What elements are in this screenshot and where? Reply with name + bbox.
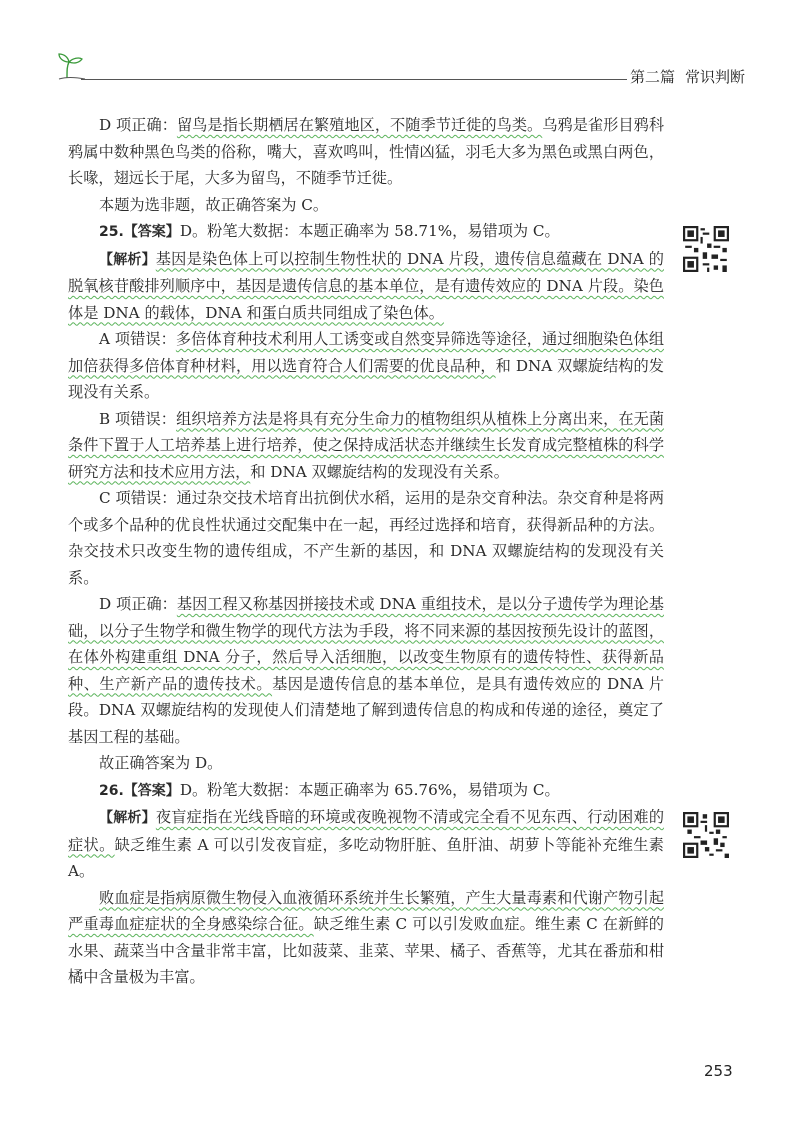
answer-label: 25.【答案】 xyxy=(99,224,180,240)
paragraph-text: 通过杂交技术培育出抗倒伏水稻，运用的是杂交育种法。杂交育种是将两个或多个品种的优良性状通过交配集中在一起，再经过选择和培育，获得新品种的方法。杂交技术只改变生物的遗传组成，不产生新的基因，和 DNA 双螺旋结构的发现没有关系。 xyxy=(68,489,665,587)
header-chapter: 常识判断 xyxy=(684,68,745,86)
paragraph-text: 基因是遗传信息的基本单位，是具有遗传效应的 DNA 片段。DNA 双螺旋结构的发现使人们清楚地了解到遗传信息的构成和传递的途径，奠定了基因工程的基础。 xyxy=(68,674,664,746)
paragraph-lead: B 项错误： xyxy=(99,409,177,428)
paragraph-text: 缺乏维生素 A 可以引发夜盲症，多吃动物肝脏、鱼肝油、胡萝卜等能补充维生素 A。 xyxy=(68,835,664,880)
paragraph xyxy=(68,885,664,991)
paragraph-lead: A 项错误： xyxy=(99,330,176,348)
header-rule xyxy=(81,79,627,80)
highlighted-text: 留鸟是指长期栖居在繁殖地区，不随季节迁徙的鸟类。 xyxy=(176,116,543,134)
paragraph-text: 和 DNA 双螺旋结构的发现没有关系。 xyxy=(68,356,664,401)
paragraph xyxy=(68,591,664,750)
highlighted-text: 基因工程又称基因拼接技术或 DNA 重组技术，是以分子遗传学为理论基础，以分子生物学和微生物学的现代方法为手段，将不同来源的基因按预先设计的蓝图，在体外构建重组 DNA 分子，然后导入活细胞，以改变生物原有的遗传特性、获得新品种、生产新产品的遗传技术。 xyxy=(68,595,664,693)
paragraph xyxy=(68,804,664,885)
analysis-label: 【解析】 xyxy=(99,251,156,268)
paragraph-lead: C 项错误： xyxy=(99,489,177,507)
paragraph-text: 故正确答案为 D。 xyxy=(99,754,223,772)
paragraph xyxy=(68,192,664,219)
qr-code-icon xyxy=(683,226,729,272)
answer-line xyxy=(68,777,664,805)
highlighted-text: 基因是染色体上可以控制生物性状的 DNA 片段，遗传信息蕴藏在 DNA 的脱氧核苷酸排列顺序中，基因是遗传信息的基本单位，是有遗传效应的 DNA 片段。染色体是 DNA 的载体，DNA 和蛋白质共同组成了染色体。 xyxy=(68,249,664,322)
page-header xyxy=(55,52,745,92)
leaf-icon xyxy=(55,52,89,82)
qr-code-icon xyxy=(683,812,729,858)
paragraph-text: D。粉笔大数据：本题正确率为 58.71%，易错项为 C。 xyxy=(179,222,560,240)
paragraph-text: 和 DNA 双螺旋结构的发现没有关系。 xyxy=(250,462,509,481)
highlighted-text: 败血症是指病原微生物侵入血液循环系统并生长繁殖，产生大量毒素和代谢产物引起严重毒血症症状的全身感染综合征。 xyxy=(68,888,664,933)
highlighted-text: 夜盲症指在光线昏暗的环境或夜晚视物不清或完全看不见东西、行动困难的症状。 xyxy=(68,808,665,854)
paragraph xyxy=(68,406,664,486)
paragraph-text: 缺乏维生素 C 可以引发败血症。维生素 C 在新鲜的水果、蔬菜当中含量非常丰富，比如菠菜、韭菜、苹果、橘子、香蕉等，尤其在番茄和柑橘中含量极为丰富。 xyxy=(68,915,664,986)
paragraph-text: D。粉笔大数据：本题正确率为 65.76%，易错项为 C。 xyxy=(179,780,560,799)
highlighted-text: 多倍体育种技术利用人工诱变或自然变异筛选等途径，通过细胞染色体组加倍获得多倍体育种材料，用以选育符合人们需要的优良品种， xyxy=(68,330,665,375)
analysis-label: 【解析】 xyxy=(99,810,156,826)
answer-explanation-body xyxy=(68,112,664,991)
paragraph-text: 本题为选非题，故正确答案为 C。 xyxy=(99,195,329,214)
header-section: 第二篇 xyxy=(629,68,675,86)
paragraph xyxy=(68,326,664,406)
paragraph-lead: D 项正确： xyxy=(99,595,177,613)
paragraph-lead: D 项正确： xyxy=(99,116,177,134)
paragraph-text: 乌鸦是雀形目鸦科鸦属中数种黑色鸟类的俗称，嘴大，喜欢鸣叫，性情凶猛，羽毛大多为黑色或黑白两色，长喙，翅远长于尾，大多为留鸟，不随季节迁徙。 xyxy=(68,116,665,187)
answer-line xyxy=(68,218,664,246)
paragraph xyxy=(68,112,664,192)
header-title xyxy=(620,66,745,87)
paragraph xyxy=(68,246,664,327)
page-number: 253 xyxy=(704,1062,733,1080)
paragraph xyxy=(68,485,664,591)
answer-label: 26.【答案】 xyxy=(99,782,180,799)
highlighted-text: 组织培养方法是将具有充分生命力的植物组织从植株上分离出来，在无菌条件下置于人工培养基上进行培养，使之保持成活状态并继续生长发育成完整植株的科学研究方法和技术应用方法， xyxy=(68,409,664,481)
paragraph xyxy=(68,750,664,777)
